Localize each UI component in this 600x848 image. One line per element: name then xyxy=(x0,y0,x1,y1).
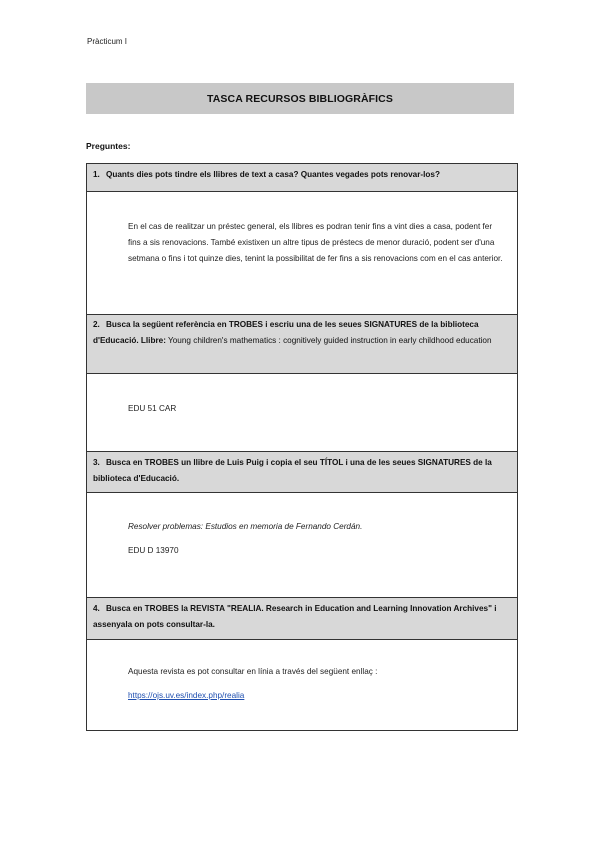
answer-text: En el cas de realitzar un préstec general, els llibres es podran tenir fins a vint dies a casa, podent fer fins a sis renovacions. També existixen un altre tipus de préstecs de menor duració, podent ser d'una setmana o fins i tot quinze dies, tenint la possibilitat de fer fins a sis renovacions com en el cas anterior. xyxy=(128,222,503,263)
section-label: Preguntes: xyxy=(86,141,131,151)
question-text: Busca la següent referència en TROBES i escriu una de les seues SIGNATURES de la biblioteca d'Educació. Llibre: xyxy=(93,320,479,345)
question-1-answer xyxy=(87,192,517,315)
book-reference: Young children's mathematics : cognitively guided instruction in early childhood education xyxy=(165,336,492,345)
question-4-header xyxy=(87,598,517,640)
question-2-answer xyxy=(87,374,517,452)
header-label: Pràcticum I xyxy=(87,37,128,46)
document-title: TASCA RECURSOS BIBLIOGRÀFICS xyxy=(86,83,514,114)
question-3-answer xyxy=(87,493,517,598)
question-4-answer xyxy=(87,640,517,730)
question-2-header xyxy=(87,315,517,374)
question-number: 4. xyxy=(93,604,100,613)
question-1-header xyxy=(87,164,517,192)
questions-table xyxy=(86,163,518,731)
question-number: 2. xyxy=(93,320,100,329)
question-number: 3. xyxy=(93,458,100,467)
question-number: 1. xyxy=(93,170,100,179)
realia-link[interactable]: https://ojs.uv.es/index.php/realia xyxy=(128,691,245,700)
question-text: Busca en TROBES la REVISTA "REALIA. Research in Education and Learning Innovation Archives" i assenyala on pots consultar-la. xyxy=(93,604,497,629)
answer-signature: EDU D 13970 xyxy=(128,546,179,555)
answer-signature: EDU 51 CAR xyxy=(128,404,177,413)
question-text: Busca en TROBES un llibre de Luis Puig i copia el seu TÍTOL i una de les seues SIGNATURES de la biblioteca d'Educació. xyxy=(93,458,492,483)
question-text: Quants dies pots tindre els llibres de text a casa? Quantes vegades pots renovar-los? xyxy=(106,170,440,179)
question-3-header xyxy=(87,452,517,493)
answer-text: Aquesta revista es pot consultar en línia a través del següent enllaç : xyxy=(128,667,378,676)
answer-title: Resolver problemas: Estudios en memoria de Fernando Cerdán. xyxy=(128,522,363,531)
